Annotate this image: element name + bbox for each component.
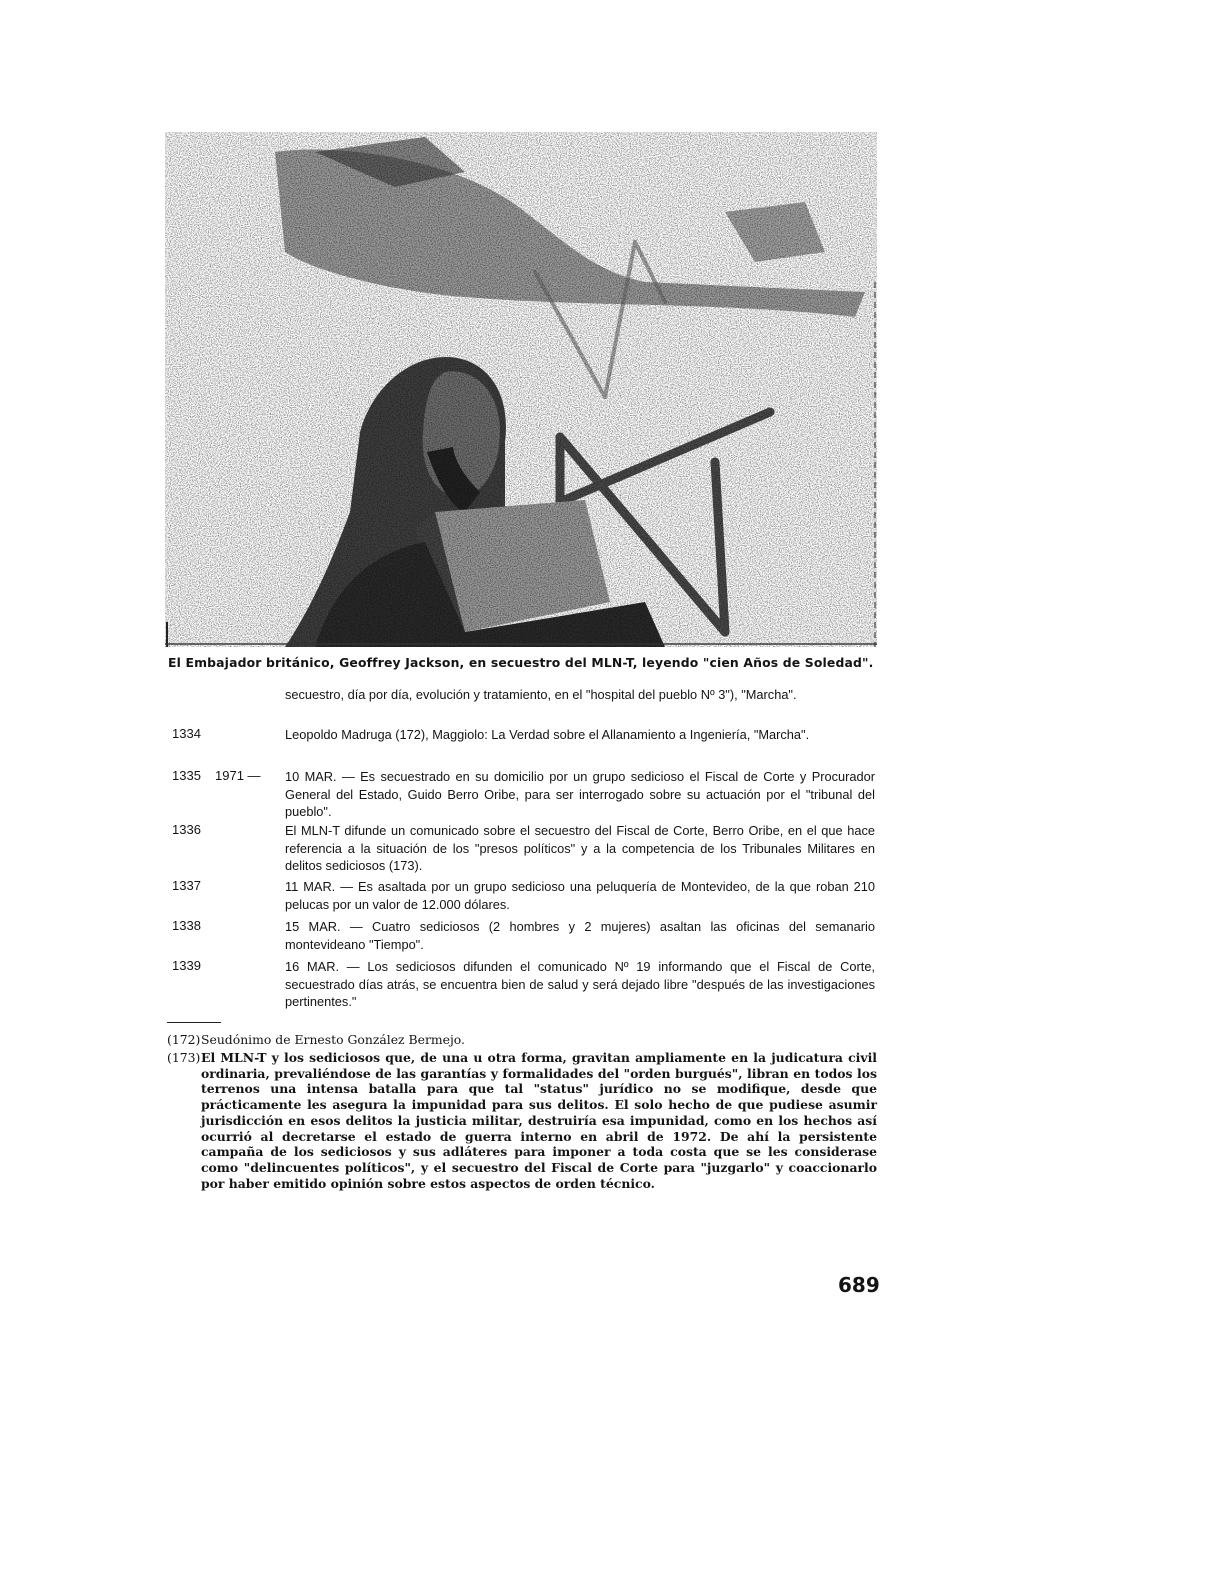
entry-number: 1335 — [172, 768, 201, 783]
entry-number: 1334 — [172, 726, 201, 741]
entry-text: Leopoldo Madruga (172), Maggiolo: La Verdad sobre el Allanamiento a Ingeniería, "Marcha". — [285, 727, 810, 742]
entry-text: 10 MAR. — Es secuestrado en su domicilio por un grupo sedicioso el Fiscal de Corte y Procurador General del Estado, Guido Berro Oribe, para ser interrogado sobre su actuación por el "tribunal del pueblo". — [285, 769, 875, 819]
photo-caption: El Embajador británico, Geoffrey Jackson, en secuestro del MLN-T, leyendo "cien Años de Soledad". — [168, 655, 874, 670]
entry-number: 1337 — [172, 878, 201, 893]
footnote-number: (172) — [167, 1032, 201, 1047]
entry-number: 1339 — [172, 958, 201, 973]
entry-text: secuestro, día por día, evolución y tratamiento, en el "hospital del pueblo Nº 3"), "Marcha". — [285, 687, 797, 702]
footnote-number: (173) — [167, 1050, 201, 1065]
footnote-divider — [167, 1022, 221, 1023]
ambassador-photo — [165, 132, 877, 647]
entry-number: 1336 — [172, 822, 201, 837]
page-number: 689 — [838, 1273, 880, 1297]
photograph-icon — [165, 132, 877, 647]
entry-text: 16 MAR. — Los sediciosos difunden el comunicado Nº 19 informando que el Fiscal de Corte, secuestrado días atrás, se encuentra bien de salud y será dejado libre "después de las investigaciones pertinentes." — [285, 959, 875, 1009]
entry-number: 1338 — [172, 918, 201, 933]
entry-text: El MLN-T difunde un comunicado sobre el secuestro del Fiscal de Corte, Berro Oribe, en el que hace referencia a la situación de los "presos políticos" y a la competencia de los Tribunales Militares en delitos sediciosos (173). — [285, 823, 875, 873]
entry-text: 15 MAR. — Cuatro sediciosos (2 hombres y 2 mujeres) asaltan las oficinas del semanario montevideano "Tiempo". — [285, 919, 875, 952]
entry-year: 1971 — — [215, 768, 261, 783]
footnote-text: El MLN-T y los sediciosos que, de una u otra forma, gravitan ampliamente en la judicatura civil ordinaria, prevaliéndose de las garantías y formalidades del "orden burgués", libran en todos los terrenos una intensa batalla para que tal "status" jurídico no se modifique, desde que prácticamente les asegura la impunidad para sus delitos. El solo hecho de que pudiese asumir jurisdicción en esos delitos la justicia militar, destruiría esa impunidad, como en los hechos así ocurrió al decretarse el estado de guerra interno en abril de 1972. De ahí la persistente campaña de los sediciosos y sus adláteres para imponer a toda costa que se les considerase como "delincuentes políticos", y el secuestro del Fiscal de Corte para "juzgarlo" y coaccionarlo por haber emitido opinión sobre estos aspectos de orden técnico. — [201, 1050, 877, 1191]
footnote-text: Seudónimo de Ernesto González Bermejo. — [201, 1032, 465, 1047]
entry-text: 11 MAR. — Es asaltada por un grupo sedicioso una peluquería de Montevideo, de la que roban 210 pelucas por un valor de 12.000 dólares. — [285, 879, 875, 912]
